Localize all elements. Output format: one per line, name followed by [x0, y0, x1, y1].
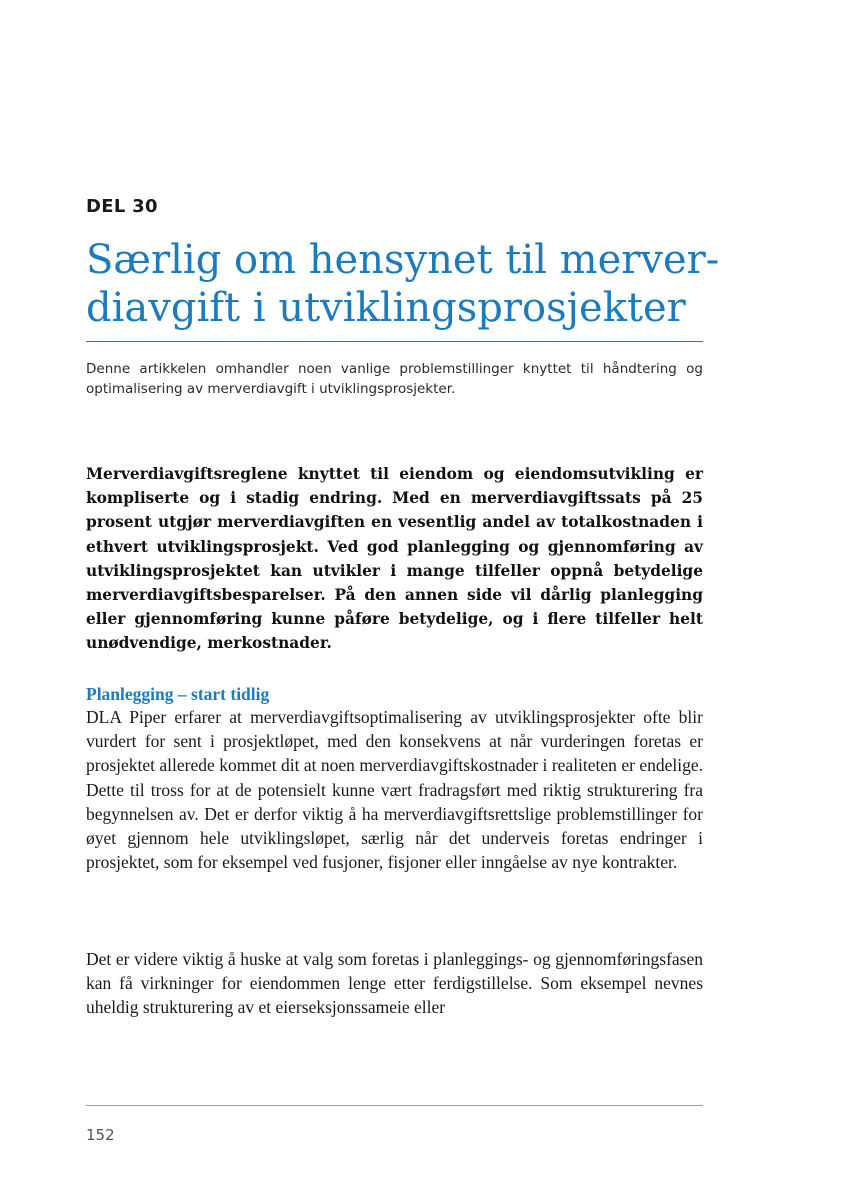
body-paragraph-2: Det er videre viktig å huske at valg som foretas i planleggings- og gjennomføringsfasen kan få virkninger for eiendommen lenge etter ferdigstillelse. Som eksempel nevnes uheldig strukturering av et eierseksjonssameie eller: [86, 949, 703, 1018]
body-paragraph-1: DLA Piper erfarer at merverdiavgiftsoptimalisering av utviklingsprosjekter ofte blir vurdert for sent i prosjektløpet, med den konsekvens at når vurderingen foretas er prosjektet allerede kommet dit at noen merverdiavgiftskostnader i realiteten er endelige. Dette til tross for at de potensielt kunne vært fradragsført med riktig strukturering fra begynnelsen av. Det er derfor viktig å ha merverdiavgiftsrettslige problemstillinger for øyet gjennom hele utviklingsløpet, særlig når det underveis foretas endringer i prosjektet, som for eksempel ved fusjoner, fisjoner eller inngåelse av nye kontrakter.: [86, 707, 703, 873]
page-number: 152: [86, 1126, 115, 1144]
title-divider: [86, 341, 703, 342]
article-title-line-1: Særlig om hensynet til merver-: [86, 237, 720, 283]
article-title: [86, 236, 720, 332]
footer-divider: [86, 1105, 703, 1106]
article-intro: Merverdiavgiftsreglene knyttet til eiendom og eiendomsutvikling er kompliserte og i stadig endring. Med en merverdiavgiftssats på 25 prosent utgjør merverdiavgiften en vesentlig andel av totalkostnaden i ethvert utviklingsprosjekt. Ved god planlegging og gjennomføring av utviklingsprosjektet kan utvikler i mange tilfeller oppnå betydelige merverdiavgiftsbesparelser. På den annen side vil dårlig planlegging eller gjennomføring kunne påføre betydelige, og i flere tilfeller helt unødvendige, merkostnader.: [86, 465, 703, 653]
part-label: DEL 30: [86, 196, 158, 217]
article-lead: Denne artikkelen omhandler noen vanlige problemstillinger knyttet til håndtering og optimalisering av merverdiavgift i utviklingsprosjekter.: [86, 361, 703, 397]
article-title-line-2: diavgift i utviklingsprosjekter: [86, 285, 686, 331]
section-heading: Planlegging – start tidlig: [86, 684, 270, 704]
